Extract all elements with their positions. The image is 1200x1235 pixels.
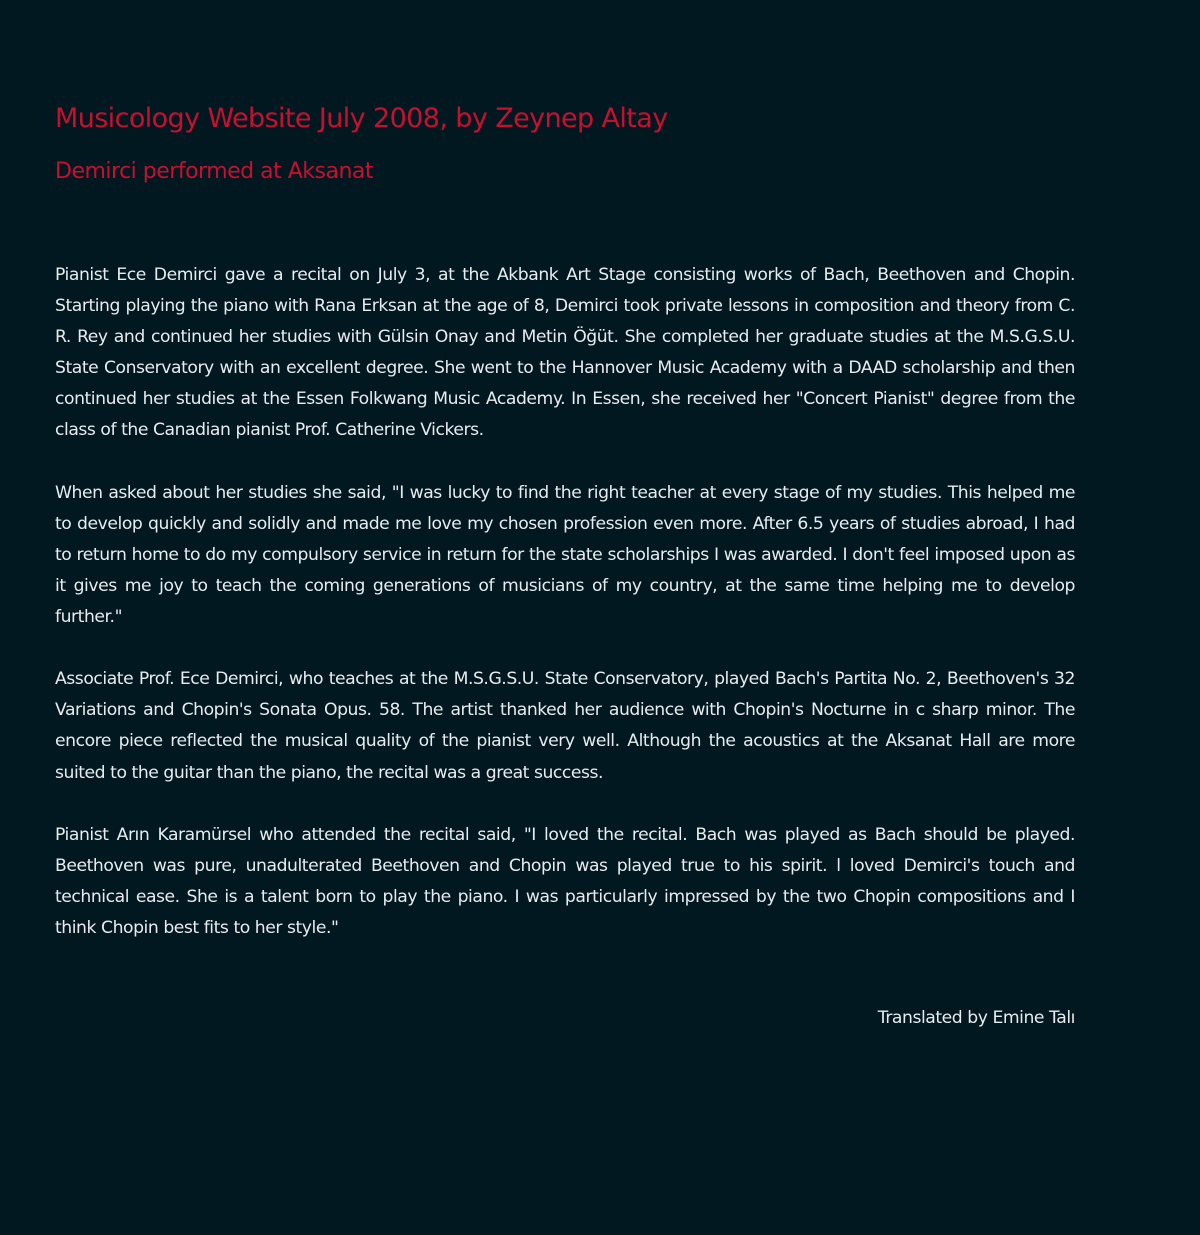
article-subtitle: Demirci performed at Aksanat — [55, 159, 373, 184]
translator-credit: Translated by Emine Talı — [877, 1008, 1075, 1029]
article — [55, 98, 1075, 1034]
paragraph-biography: Pianist Ece Demirci gave a recital on July 3, at the Akbank Art Stage consisting works of Bach, Beethoven and Chopin. Starting playing the piano with Rana Erksan at the age of 8, Demirci took private lessons in composition and theory from C. R. Rey and continued her studies with Gülsin Onay and Metin Öğüt. She completed her graduate studies at the M.S.G.S.U. State Conservatory with an excellent degree. She went to the Hannover Music Academy with a DAAD scholarship and then continued her studies at the Essen Folkwang Music Academy. In Essen, she received her "Concert Pianist" degree from the class of the Canadian pianist Prof. Catherine Vickers. — [55, 265, 1075, 441]
article-body — [55, 260, 1075, 944]
paragraph-audience-quote: Pianist Arın Karamürsel who attended the recital said, "I loved the recital. Bach was played as Bach should be played. Beethoven was pure, unadulterated Beethoven and Chopin was played true to his spirit. l loved Demirci's touch and technical ease. She is a talent born to play the piano. I was particularly impressed by the two Chopin compositions and I think Chopin best fits to her style." — [55, 824, 1075, 938]
paragraph-interview-quote: When asked about her studies she said, "I was lucky to find the right teacher at every stage of my studies. This helped me to develop quickly and solidly and made me love my chosen profession even more. After 6.5 years of studies abroad, I had to return home to do my compulsory service in return for the state scholarships I was awarded. I don't feel imposed upon as it gives me joy to teach the coming generations of musicians of my country, at the same time helping me to develop further." — [55, 482, 1075, 628]
article-title: Musicology Website July 2008, by Zeynep Altay — [55, 103, 668, 134]
paragraph-program: Associate Prof. Ece Demirci, who teaches at the M.S.G.S.U. State Conservatory, played Bach's Partita No. 2, Beethoven's 32 Variations and Chopin's Sonata Opus. 58. The artist thanked her audience with Chopin's Nocturne in c sharp minor. The encore piece reflected the musical quality of the pianist very well. Although the acoustics at the Aksanat Hall are more suited to the guitar than the piano, the recital was a great success. — [55, 669, 1075, 783]
